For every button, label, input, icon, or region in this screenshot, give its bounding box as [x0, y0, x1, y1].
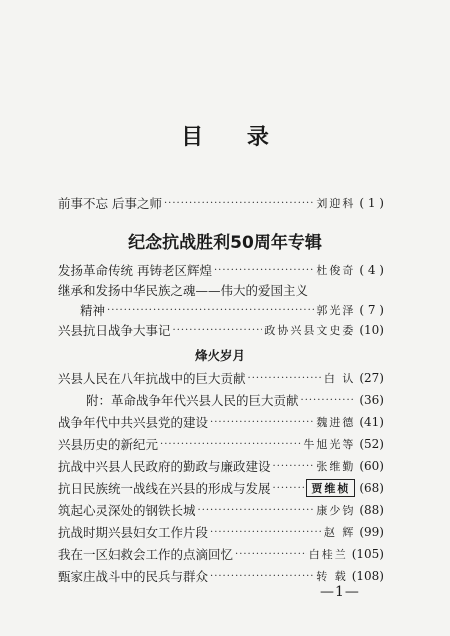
entry-author: 白 认: [323, 372, 356, 385]
entry-page: (108): [351, 569, 384, 583]
leader-dots: [235, 549, 307, 560]
toc-entry[interactable]: [58, 390, 384, 410]
entry-author: 赵 辉: [323, 526, 356, 539]
special-heading: 纪念抗战胜利50周年专辑: [128, 233, 322, 253]
entry-author: 张维勤: [316, 460, 356, 473]
entry-page: (10): [359, 323, 384, 337]
leader-dots: [301, 395, 354, 406]
toc-entry[interactable]: [58, 500, 384, 520]
entry-author: 牛旭光等: [303, 438, 356, 451]
entry-author-boxed: 贾维桢: [306, 479, 355, 497]
toc-entry-line2[interactable]: [58, 300, 384, 320]
toc-entry[interactable]: [58, 566, 384, 586]
entry-title: 精神: [80, 303, 106, 318]
entry-page: ( 7 ): [359, 303, 384, 317]
toc-entry[interactable]: [58, 193, 384, 213]
title-char-1: 目: [181, 125, 204, 150]
entry-title: 附：革命战争年代兴县人民的巨大贡献: [86, 393, 299, 408]
toc-entry[interactable]: [58, 368, 384, 388]
leader-dots: [210, 571, 314, 582]
page-title: [0, 120, 450, 151]
entry-title: 前事不忘 后事之师: [58, 196, 162, 211]
leader-dots: [198, 505, 315, 516]
toc-entry[interactable]: [58, 456, 384, 476]
entry-page: (99): [359, 525, 384, 539]
page-number: —1—: [320, 584, 360, 600]
entry-author: 刘迎科: [316, 197, 356, 210]
entry-page: (41): [359, 415, 384, 429]
entry-page: (27): [359, 371, 384, 385]
toc-entry[interactable]: [58, 544, 384, 564]
leader-dots: [107, 305, 314, 316]
toc-entry[interactable]: [58, 522, 384, 542]
section-heading: 烽火岁月: [195, 348, 246, 363]
entry-author: 郭光泽: [316, 304, 356, 317]
entry-author: 转 载: [316, 570, 348, 583]
entry-title: 继承和发扬中华民族之魂——伟大的爱国主义: [58, 283, 309, 298]
entry-author: 杜俊奇: [316, 264, 356, 277]
toc-entry[interactable]: [58, 320, 384, 340]
leader-dots: [214, 265, 314, 276]
entry-title: 抗战中兴县人民政府的勤政与廉政建设: [58, 459, 271, 474]
entry-title: 甄家庄战斗中的民兵与群众: [58, 569, 209, 584]
leader-dots: [248, 373, 322, 384]
entry-page: (105): [351, 547, 384, 561]
entry-title: 兴县人民在八年抗战中的巨大贡献: [58, 371, 246, 386]
leader-dots: [273, 461, 315, 472]
leader-dots: [160, 439, 301, 450]
entry-title: 抗战时期兴县妇女工作片段: [58, 525, 209, 540]
entry-page: (88): [359, 503, 384, 517]
toc-entry[interactable]: [58, 412, 384, 432]
toc-entry[interactable]: [58, 260, 384, 280]
toc-entry[interactable]: [58, 478, 384, 498]
leader-dots: [173, 325, 263, 336]
entry-title: 兴县抗日战争大事记: [58, 323, 171, 338]
entry-title: 我在一区妇救会工作的点滴回忆: [58, 547, 234, 562]
entry-page: (36): [359, 393, 384, 407]
entry-title: 发扬革命传统 再铸老区辉煌: [58, 263, 212, 278]
entry-author: 康少钧: [316, 504, 356, 517]
entry-page: (68): [359, 481, 384, 495]
leader-dots: [210, 527, 322, 538]
entry-page: ( 4 ): [359, 263, 384, 277]
entry-author: 政协兴县文史委: [264, 324, 356, 337]
toc-entry[interactable]: [58, 434, 384, 454]
entry-author: 白桂兰: [308, 548, 348, 561]
entry-author: 魏进德: [316, 416, 356, 429]
toc-entry-line1[interactable]: [58, 280, 384, 300]
entry-page: (60): [359, 459, 384, 473]
title-char-2: 录: [246, 125, 269, 150]
leader-dots: [164, 198, 314, 209]
leader-dots: [210, 417, 314, 428]
entry-title: 抗日民族统一战线在兴县的形成与发展: [58, 481, 271, 496]
leader-dots: [273, 483, 305, 494]
entry-page: ( 1 ): [359, 196, 384, 210]
entry-title: 战争年代中共兴县党的建设: [58, 415, 209, 430]
entry-title: 兴县历史的新纪元: [58, 437, 159, 452]
entry-page: (52): [359, 437, 384, 451]
entry-title: 筑起心灵深处的钢铁长城: [58, 503, 196, 518]
